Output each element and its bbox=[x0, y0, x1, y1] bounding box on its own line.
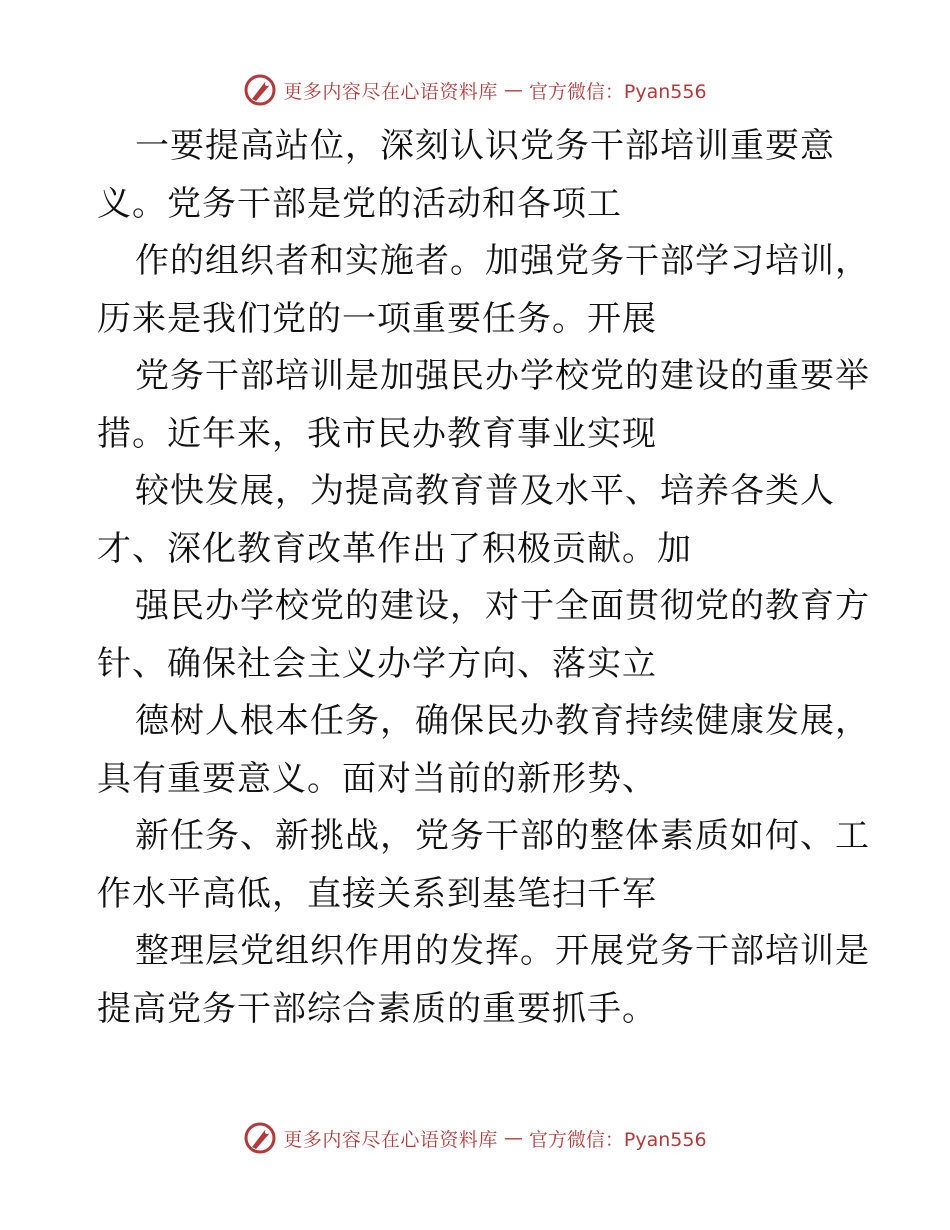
text-line: 才、深化教育改革作出了积极贡献。加 bbox=[97, 528, 692, 569]
text-line: 德树人根本任务，确保民办教育持续健康发展， bbox=[135, 701, 870, 741]
watermark-text: 更多内容尽在心语资料库 bbox=[283, 80, 498, 103]
text-line: 作的组织者和实施者。加强党务干部学习培训， bbox=[135, 241, 870, 281]
watermark-wechat: 官方微信：Pyan556 bbox=[528, 1128, 707, 1151]
watermark-wechat: 官方微信：Pyan556 bbox=[528, 80, 707, 103]
watermark-separator: — bbox=[503, 1127, 523, 1149]
text-line: 义。党务干部是党的活动和各项工 bbox=[97, 183, 622, 224]
text-line: 党务干部培训是加强民办学校党的建设的重要举 bbox=[135, 356, 870, 396]
text-line: 较快发展，为提高教育普及水平、培养各类人 bbox=[135, 471, 835, 511]
pen-nib-logo-icon bbox=[243, 73, 277, 107]
text-line: 历来是我们党的一项重要任务。开展 bbox=[97, 298, 657, 339]
text-line: 新任务、新挑战，党务干部的整体素质如何、工 bbox=[135, 816, 870, 856]
text-line: 措。近年来，我市民办教育事业实现 bbox=[97, 413, 657, 454]
watermark-text: 更多内容尽在心语资料库 bbox=[283, 1128, 498, 1151]
watermark-separator: — bbox=[503, 79, 523, 101]
pen-nib-logo-icon bbox=[243, 1121, 277, 1155]
text-line: 提高党务干部综合素质的重要抓手。 bbox=[97, 988, 657, 1029]
document-body bbox=[97, 118, 887, 1038]
text-line: 作水平高低，直接关系到基笔扫千军 bbox=[97, 873, 657, 914]
text-line: 强民办学校党的建设，对于全面贯彻党的教育方 bbox=[135, 586, 870, 626]
text-line: 针、确保社会主义办学方向、落实立 bbox=[97, 643, 657, 684]
text-line: 具有重要意义。面对当前的新形势、 bbox=[97, 758, 657, 799]
text-line: 一要提高站位，深刻认识党务干部培训重要意 bbox=[135, 126, 835, 166]
footer-watermark bbox=[0, 1120, 950, 1156]
header-watermark bbox=[0, 72, 950, 108]
text-line: 整理层党组织作用的发挥。开展党务干部培训是 bbox=[135, 931, 870, 971]
